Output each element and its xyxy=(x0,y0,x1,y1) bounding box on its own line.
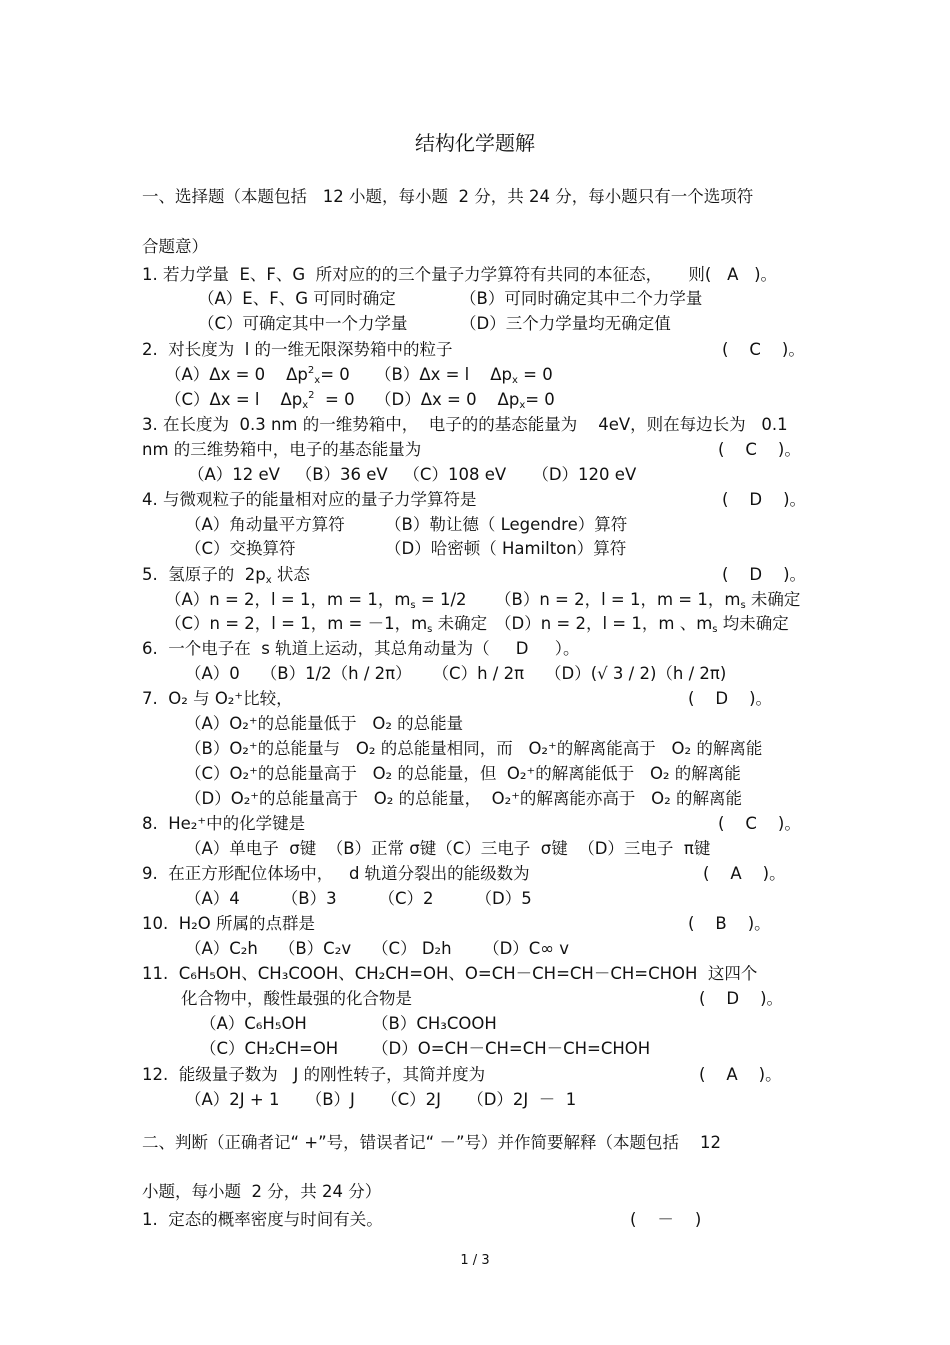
q1-stem: 1. 若力学量 E、F、G 所对应的的三个量子力学算符有共同的本征态， 则( A )。 xyxy=(142,265,778,284)
q1-option-a: （A）E、F、G 可同时确定 xyxy=(198,289,396,308)
section1-header-line2: 合题意） xyxy=(142,237,208,256)
q6-options: （A）0 （B）1/2（h / 2π） （C）h / 2π （D）(√ 3 / 2)（h / 2π) xyxy=(185,664,727,683)
q4-answer: ( D )。 xyxy=(722,490,807,509)
q12-options: （A）2J + 1 （B）J （C）2J （D）2J － 1 xyxy=(185,1090,577,1109)
q11-option-b: （B）CH₃COOH xyxy=(372,1014,497,1033)
q2-option-c: （C）Δx = l $\Delta p_x^2 = 0$ xyxy=(165,390,355,411)
q11-option-c: （C）CH₂CH=OH xyxy=(200,1039,339,1058)
q7-option-a: （A）O₂⁺的总能量低于 O₂ 的总能量 xyxy=(185,714,464,733)
q9-options: （A）4 （B）3 （C）2 （D）5 xyxy=(185,889,532,908)
q1-option-d: （D）三个力学量均无确定值 xyxy=(460,314,671,333)
q3-line1: 3. 在长度为 0.3 nm 的一维势箱中， 电子的的基态能量为 4eV，则在每边长为 0.1 xyxy=(142,415,788,434)
q3-answer: ( C )。 xyxy=(718,440,801,459)
section2-header-line1: 二、判断（正确者记“ +”号，错误者记“ －”号）并作简要解释（本题包括 12 xyxy=(142,1133,721,1152)
q7-option-b: （B）O₂⁺的总能量与 O₂ 的总能量相同，而 O₂⁺的解离能高于 O₂ 的解离能 xyxy=(185,739,763,758)
q11-answer: ( D )。 xyxy=(699,989,784,1008)
q2-option-a: （A）Δx = 0 $\Delta p^2_x= 0$ xyxy=(165,365,350,386)
q8-stem: 8. He₂⁺中的化学键是 xyxy=(142,814,306,833)
q11-option-d: （D）O=CH－CH=CH－CH=CHOH xyxy=(372,1039,651,1058)
q2-option-b: （B）Δx = l $\Delta p_x = 0$ xyxy=(375,365,553,386)
page-title: 结构化学题解 xyxy=(415,131,535,155)
q4-stem: 4. 与微观粒子的能量相对应的量子力学算符是 xyxy=(142,490,477,509)
q5-stem: 5. 氢原子的 $2p_x$ 状态 xyxy=(142,565,310,586)
q7-option-d: （D）O₂⁺的总能量高于 O₂ 的总能量， O₂⁺的解离能亦高于 O₂ 的解离能 xyxy=(185,789,742,808)
q3-line2: nm 的三维势箱中，电子的基态能量为 xyxy=(142,440,422,459)
q9-stem: 9. 在正方形配位体场中， d 轨道分裂出的能级数为 xyxy=(142,864,530,883)
q2-option-d: （D）Δx = 0 $\Delta p_x= 0$ xyxy=(375,390,555,411)
q8-answer: ( C )。 xyxy=(718,814,801,833)
q4-option-c: （C）交换算符 xyxy=(185,539,296,558)
page-number: 1 / 3 xyxy=(460,1253,490,1268)
judge1-stem: 1. 定态的概率密度与时间有关。 xyxy=(142,1210,383,1229)
q7-stem: 7. O₂ 与 O₂⁺比较， xyxy=(142,689,293,708)
q11-line1: 11. C₆H₅OH、CH₃COOH、CH₂CH=OH、O=CH－CH=CH－CH=CHOH 这四个 xyxy=(142,964,758,983)
q4-option-a: （A）角动量平方算符 xyxy=(185,515,345,534)
q2-answer: ( C )。 xyxy=(722,340,805,359)
q2-stem: 2. 对长度为 l 的一维无限深势箱中的粒子 xyxy=(142,340,453,359)
q9-answer: ( A )。 xyxy=(703,864,786,883)
q5-option-c: （C）n = 2，l = 1，m = －1，$m_s$ 未确定 xyxy=(165,614,488,635)
q5-option-a: （A）n = 2，l = 1，m = 1，$m_s = 1/2$ xyxy=(165,590,467,611)
q10-answer: ( B )。 xyxy=(688,914,771,933)
q4-option-d: （D）哈密顿（ Hamilton）算符 xyxy=(385,539,627,558)
q5-option-b: （B）n = 2，l = 1，m = 1，$m_s$ 未确定 xyxy=(495,590,801,611)
q4-option-b: （B）勒让德（ Legendre）算符 xyxy=(385,515,628,534)
q8-options: （A）单电子 σ键 （B）正常 σ键（C）三电子 σ键 （D）三电子 π键 xyxy=(185,839,711,858)
judge1-answer: ( － ) xyxy=(630,1210,702,1229)
q10-stem: 10. H₂O 所属的点群是 xyxy=(142,914,315,933)
q7-option-c: （C）O₂⁺的总能量高于 O₂ 的总能量，但 O₂⁺的解离能低于 O₂ 的解离能 xyxy=(185,764,741,783)
q3-options: （A）12 eV （B）36 eV （C）108 eV （D）120 eV xyxy=(188,465,637,484)
q5-option-d: （D）n = 2，l = 1，m 、$m_s$ 均未确定 xyxy=(495,614,789,635)
q5-answer: ( D )。 xyxy=(722,565,807,584)
q6-stem: 6. 一个电子在 s 轨道上运动，其总角动量为（ D ）。 xyxy=(142,639,580,658)
q7-answer: ( D )。 xyxy=(688,689,773,708)
section2-header-line2: 小题，每小题 2 分，共 24 分） xyxy=(142,1182,382,1201)
q10-options: （A）C₂h （B）C₂v （C） D₂h （D）C∞ v xyxy=(185,939,570,958)
q1-option-b: （B）可同时确定其中二个力学量 xyxy=(460,289,703,308)
q11-line2: 化合物中，酸性最强的化合物是 xyxy=(181,989,412,1008)
q12-answer: ( A )。 xyxy=(699,1065,782,1084)
q1-option-c: （C）可确定其中一个力学量 xyxy=(198,314,408,333)
section1-header-line1: 一、选择题（本题包括 12 小题，每小题 2 分，共 24 分，每小题只有一个选项符 xyxy=(142,187,754,206)
q11-option-a: （A）C₆H₅OH xyxy=(200,1014,307,1033)
q12-stem: 12. 能级量子数为 J 的刚性转子，其简并度为 xyxy=(142,1065,486,1084)
